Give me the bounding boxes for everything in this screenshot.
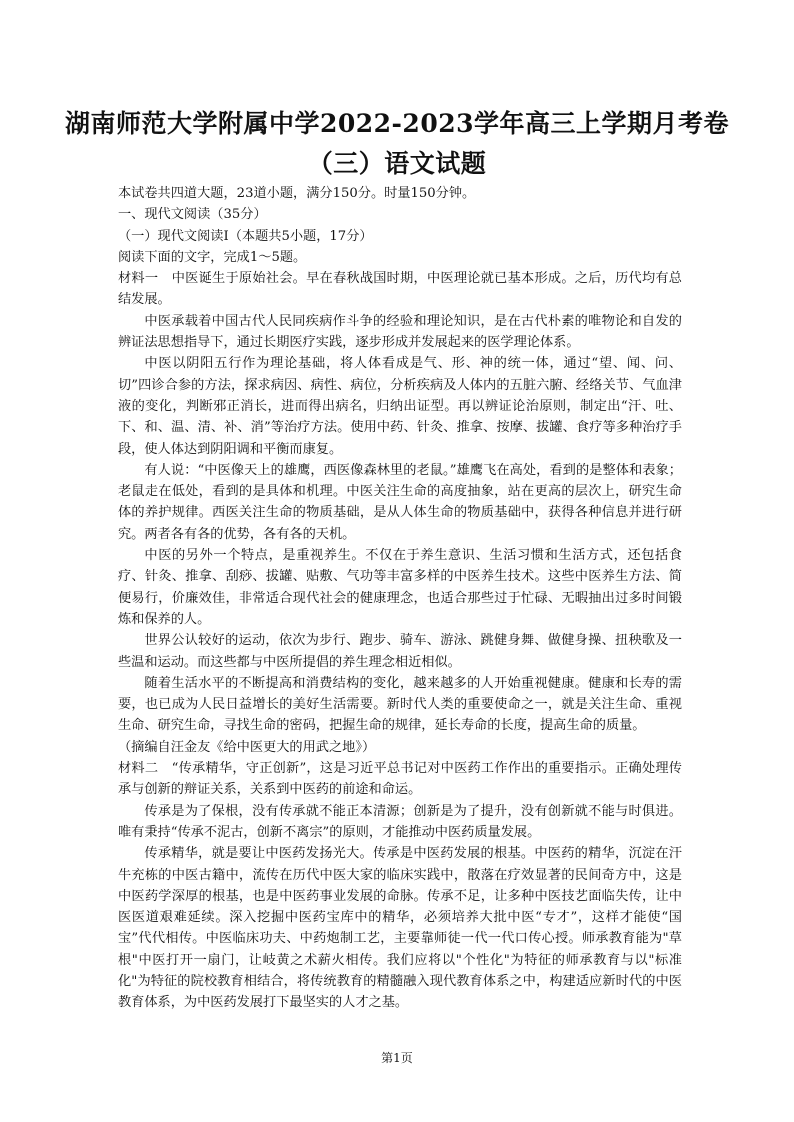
passage-body (118, 183, 682, 1014)
subsection-heading: （一）现代文阅读Ⅰ（本题共5小题，17分） (118, 228, 373, 244)
paragraph: 传承精华，就是要让中医药发扬光大。传承是中医药发展的根基。中医药的精华，沉淀在汗牛充栋的中医古籍中，流传在历代中医大家的临床实践中，散落在疗效显著的民间奇方中，这是中医药学深厚的根基，也是中医药事业发展的命脉。传承不足，让多种中医技艺面临失传，让中医医道艰难延续。深入挖掘中医药宝库中的精华，必须培养大批中医“专才”，这样才能使“国宝”代代相传。中医临床功夫、中药炮制工艺，主要靠师徒一代一代口传心授。师承教育能为"草根"中医打开一扇门，让岐黄之术薪火相传。我们应将以"个性化"为特征的师承教育与以"标准化"为特征的院校教育相结合，将传统教育的精髓融入现代教育体系之中，构建适应新时代的中医教育体系，为中医药发展打下最坚实的人才之基。 (118, 846, 682, 1011)
source-citation: （摘编自汪金友《给中医更大的用武之地》） (118, 739, 376, 755)
reading-instruction: 阅读下面的文字，完成1～5题。 (118, 249, 307, 265)
paragraph: 中医以阴阳五行作为理论基础，将人体看成是气、形、神的统一体，通过“望、闻、问、切”四诊合参的方法，探求病因、病性、病位，分析疾病及人体内的五脏六腑、经络关节、气血津液的变化，判断邪正消长，进而得出病名，归纳出证型。再以辨证论治原则，制定出“汗、吐、下、和、温、清、补、消”等治疗方法。使用中药、针灸、推拿、按摩、拔罐、食疗等多种治疗手段，使人体达到阴阳调和平衡而康复。 (118, 356, 682, 457)
section-heading: 一、现代文阅读（35分） (118, 207, 267, 223)
paragraph: 随着生活水平的不断提高和消费结构的变化，越来越多的人开始重视健康。健康和长寿的需要，也已成为人民日益增长的美好生活需要。新时代人类的重要使命之一，就是关注生命、重视生命、研究生命，寻找生命的密码，把握生命的规律，延长寿命的长度，提高生命的质量。 (118, 675, 682, 734)
exam-subtitle: （三）语文试题 (307, 149, 487, 178)
paragraph: 中医承载着中国古代人民同疾病作斗争的经验和理论知识，是在古代朴素的唯物论和自发的辨证法思想指导下，通过长期医疗实践，逐步形成并发展起来的医学理论体系。 (118, 313, 682, 351)
paragraph: 中医的另外一个特点，是重视养生。不仅在于养生意识、生活习惯和生活方式，还包括食疗、针灸、推拿、刮痧、拔罐、贴敷、气功等丰富多样的中医养生技术。这些中医养生方法、简便易行，价廉效佳，非常适合现代社会的健康理念，也适合那些过于忙碌、无暇抽出过多时间锻炼和保养的人。 (118, 548, 682, 627)
paragraph: 世界公认较好的运动，依次为步行、跑步、骑车、游泳、跳健身舞、做健身操、扭秧歌及一些温和运动。而这些都与中医所提倡的养生理念相近相似。 (118, 633, 682, 670)
material-one-lead: 材料一 中医诞生于原始社会。早在春秋战国时期，中医理论就已基本形成。之后，历代均有总结发展。 (118, 271, 682, 308)
exam-title: 湖南师范大学附属中学2022-2023学年高三上学期月考卷 (64, 109, 730, 138)
exam-intro: 本试卷共四道大题，23道小题，满分150分。时量150分钟。 (118, 186, 476, 201)
page-number: 第1页 (381, 1051, 413, 1065)
paragraph: 有人说：“中医像天上的雄鹰，西医像森林里的老鼠。”雄鹰飞在高处，看到的是整体和表象；老鼠走在低处，看到的是具体和机理。中医关注生命的高度抽象，站在更高的层次上，研究生命体的养护规律。西医关注生命的物质基础，是从人体生命的物质基础中，获得各种信息并进行研究。两者各有各的优势，各有各的天机。 (118, 462, 682, 542)
material-two-lead: 材料二 “传承精华，守正创新”，这是习近平总书记对中医药工作作出的重要指示。正确处理传承与创新的辩证关系，关系到中医药的前途和命运。 (118, 761, 682, 798)
paragraph: 传承是为了保根，没有传承就不能正本清源；创新是为了提升，没有创新就不能与时俱进。唯有秉持“传承不泥古，创新不离宗”的原则，才能推动中医药质量发展。 (118, 803, 682, 840)
